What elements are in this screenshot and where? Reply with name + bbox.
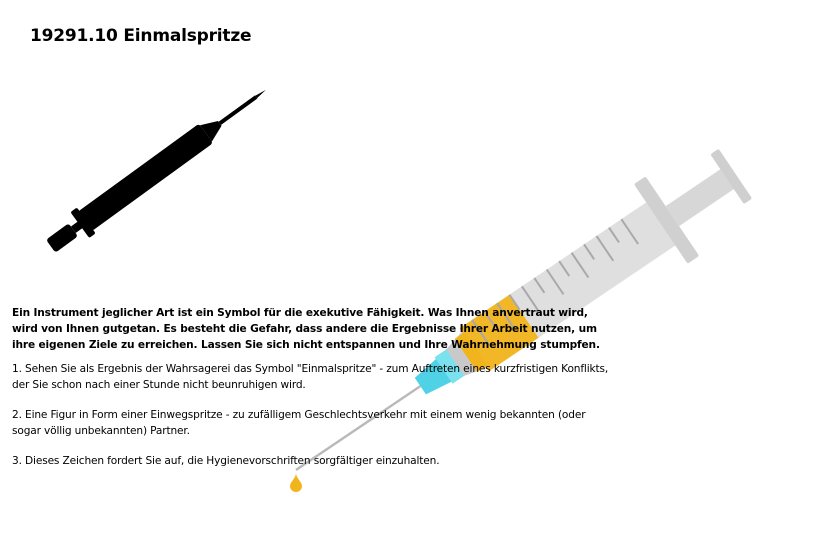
list-item: 1. Sehen Sie als Ergebnis der Wahrsagerei das Symbol "Einmalspritze" - zum Auftreten eines kurzfristigen Konflikts, der Sie schon nach einer Stunde nicht beunruhigen wird.: [12, 363, 609, 391]
description-text: [12, 305, 612, 483]
page-title: 19291.10 Einmalspritze: [30, 26, 252, 46]
intro-paragraph: Ein Instrument jeglicher Art ist ein Symbol für die exekutive Fähigkeit. Was Ihnen anvertraut wird, wird von Ihnen gutgetan. Es besteht die Gefahr, dass andere die Ergebnisse Ihrer Arbeit nutzen, um ihre eigenen Ziele zu erreichen. Lassen Sie sich nicht entspannen und Ihre Wahrnehmung stumpfen.: [12, 307, 600, 351]
list-item: 3. Dieses Zeichen fordert Sie auf, die Hygienevorschriften sorgfältiger einzuhalten.: [12, 455, 440, 467]
list-item: 2. Eine Figur in Form einer Einwegspritze - zu zufälligem Geschlechtsverkehr mit einem wenig bekannten (oder sogar völlig unbekannten) Partner.: [12, 409, 586, 437]
